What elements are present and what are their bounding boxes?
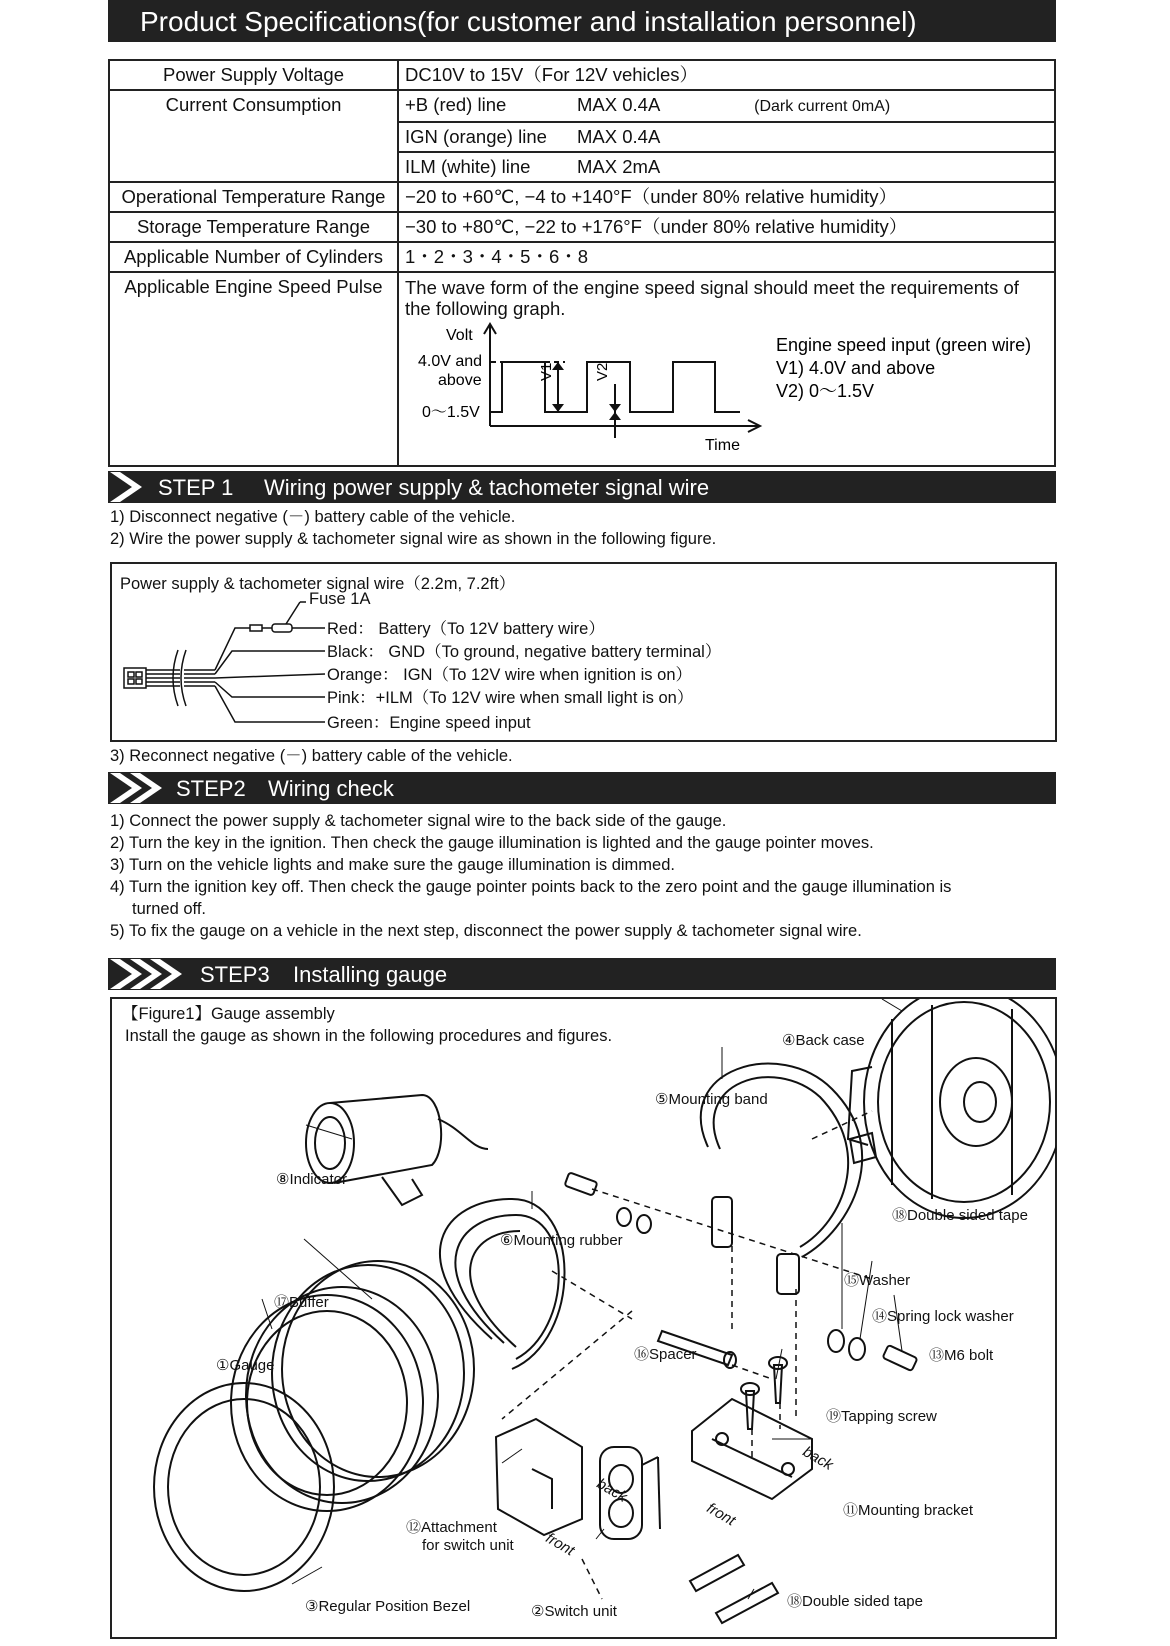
figure-title: 【Figure1】Gauge assembly [122, 1005, 335, 1023]
step-heading: Wiring check [268, 776, 394, 801]
fuse-label: Fuse 1A [309, 590, 371, 608]
pulse-description: The wave form of the engine speed signal should meet the requirements of the following graph. [405, 277, 1019, 319]
step-number: STEP3 [200, 962, 270, 987]
line-name: ILM (white) line [405, 156, 531, 177]
list-item: 1) Connect the power supply & tachometer signal wire to the back side of the gauge. [110, 812, 727, 830]
step-number: STEP2 [176, 776, 246, 801]
label-tape-top: ⑱Double sided tape [892, 1207, 1028, 1224]
list-item: turned off. [132, 900, 207, 918]
label-spring-lock-washer: ⑭Spring lock washer [872, 1308, 1014, 1325]
figure-description: Install the gauge as shown in the following procedures and figures. [125, 1027, 613, 1045]
table-row [109, 242, 1055, 272]
v2-label: V2 [594, 362, 611, 381]
orientation-front: front [703, 1499, 739, 1530]
spec-value [398, 90, 1055, 122]
line-max: MAX 0.4A [577, 126, 661, 147]
label-gauge: ①Gauge [216, 1357, 275, 1374]
line-note: (Dark current 0mA) [754, 98, 891, 115]
label-mounting-band: ⑤Mounting band [655, 1091, 768, 1108]
spec-value [398, 152, 1055, 182]
spec-label: Power Supply Voltage [109, 60, 398, 90]
spec-label: Storage Temperature Range [109, 212, 398, 242]
list-item: 2) Turn the key in the ignition. Then check the gauge illumination is lighted and the gauge pointer moves. [110, 834, 874, 852]
table-row [109, 90, 1055, 122]
v1-label: V1 [538, 362, 555, 381]
label-spacer: ⑯Spacer [634, 1346, 697, 1363]
line-value [577, 91, 890, 121]
wire-black: Black： GND（To ground, negative battery terminal） [327, 643, 722, 661]
spec-label: Operational Temperature Range [109, 182, 398, 212]
wire-orange: Orange： IGN（To 12V wire when ignition is on） [327, 666, 692, 684]
orientation-back: back [799, 1443, 836, 1474]
label-tape-bottom: ⑱Double sided tape [787, 1593, 923, 1610]
line-name: +B (red) line [405, 94, 507, 115]
spec-label: Applicable Number of Cylinders [109, 242, 398, 272]
step-heading: Wiring power supply & tachometer signal wire [264, 475, 710, 500]
list-item: 2) Wire the power supply & tachometer signal wire as shown in the following figure. [110, 530, 717, 548]
step2-heading [108, 772, 1056, 804]
list-item: 5) To fix the gauge on a vehicle in the next step, disconnect the power supply & tachometer signal wire. [110, 922, 862, 940]
label-attachment-sub: for switch unit [422, 1537, 514, 1554]
spec-value: DC10V to 15V（For 12V vehicles） [398, 60, 1055, 90]
wire-red: Red： Battery（To 12V battery wire） [327, 620, 605, 638]
label-m6-bolt: ⑬M6 bolt [929, 1347, 994, 1364]
orientation-back: back [593, 1475, 630, 1506]
step1-heading [108, 471, 1056, 503]
chevron-icon [108, 772, 172, 804]
line-name: IGN (orange) line [405, 126, 547, 147]
step-number: STEP 1 [158, 475, 234, 500]
spec-value: −30 to +80℃, −22 to +176°F（under 80% relative humidity） [398, 212, 1055, 242]
page-title: Product Specifications(for customer and installation personnel) [108, 0, 1056, 42]
line-max: MAX 0.4A [577, 94, 661, 115]
label-back-case: ④Back case [782, 1032, 865, 1049]
step3-heading [108, 958, 1056, 990]
label-bezel: ③Regular Position Bezel [305, 1598, 471, 1615]
spec-label: Applicable Engine Speed Pulse [109, 272, 398, 466]
chevron-icon [108, 471, 148, 503]
wiring-title: Power supply & tachometer signal wire（2.2m, 7.2ft） [120, 575, 516, 593]
label-switch-unit: ②Switch unit [531, 1603, 617, 1620]
x-axis-title: Time [705, 437, 740, 454]
table-row [109, 60, 1055, 90]
high-label: above [438, 372, 482, 389]
label-attachment: ⑫Attachment [406, 1519, 497, 1536]
list-item: 4) Turn the ignition key off. Then check the gauge pointer points back to the zero point and the gauge illumination is [110, 878, 952, 896]
wire-green: Green：Engine speed input [327, 714, 531, 732]
line-max: MAX 2mA [577, 156, 661, 177]
label-indicator: ⑧Indicator [276, 1171, 347, 1188]
chevron-icon [108, 958, 192, 990]
spec-label: Current Consumption [109, 90, 398, 182]
y-axis-title: Volt [446, 327, 473, 344]
spec-value: −20 to +60℃, −4 to +140°F（under 80% relative humidity） [398, 182, 1055, 212]
wire-harness-diagram [120, 590, 340, 740]
legend-title: Engine speed input (green wire) [776, 335, 1032, 355]
table-row [109, 182, 1055, 212]
step-heading: Installing gauge [293, 962, 448, 987]
list-item: 3) Reconnect negative (－) battery cable of the vehicle. [110, 747, 513, 765]
label-tapping-screw: ⑲Tapping screw [826, 1408, 937, 1425]
legend-v2: V2) 0〜1.5V [776, 381, 875, 401]
low-label: 0〜1.5V [422, 404, 480, 421]
orientation-front: front [542, 1529, 578, 1560]
list-item: 3) Turn on the vehicle lights and make sure the gauge illumination is dimmed. [110, 856, 675, 874]
spec-value: 1・2・3・4・5・6・8 [398, 242, 1055, 272]
table-row [109, 212, 1055, 242]
wire-pink: Pink：+ILM（To 12V wire when small light is on） [327, 689, 694, 707]
legend-v1: V1) 4.0V and above [776, 358, 936, 378]
label-washer: ⑮Washer [844, 1272, 911, 1289]
high-label: 4.0V and [418, 353, 483, 370]
label-mounting-bracket: ⑪Mounting bracket [843, 1502, 974, 1519]
list-item: 1) Disconnect negative (－) battery cable of the vehicle. [110, 508, 516, 526]
step1-instructions [110, 506, 716, 550]
label-buffer: ⑰Buffer [274, 1294, 329, 1311]
spec-value [398, 122, 1055, 152]
step2-instructions [110, 810, 951, 942]
label-mounting-rubber: ⑥Mounting rubber [500, 1232, 623, 1249]
waveform-graph [400, 322, 1060, 458]
